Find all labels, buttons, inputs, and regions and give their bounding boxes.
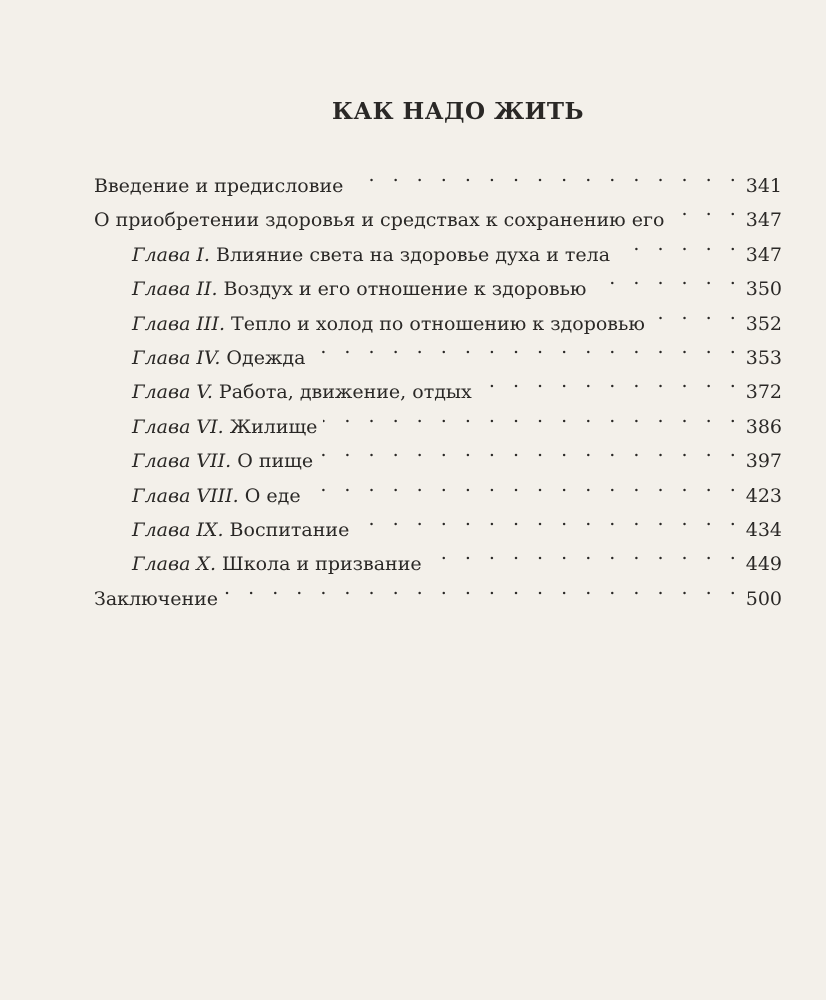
toc-page-number: 397 [745,450,782,473]
toc-page-number: 386 [745,415,782,438]
toc-entry-chapter-4 [94,330,782,369]
chapter-prefix: Глава VII. [132,450,232,473]
toc-entry-label: О приобретении здоровья и средствах к сохранению его [94,209,665,232]
toc-entry-label: Глава IV. Одежда [132,346,306,369]
dot-leader [311,330,741,364]
toc-entry-chapter-8 [94,468,782,507]
dot-leader [670,192,741,226]
toc-page-number: 353 [745,346,782,369]
toc-entry-chapter-2 [94,261,782,301]
toc-entry-label: Глава III. Тепло и холод по отношению к здоровью [132,312,645,335]
dot-leader [323,399,741,433]
toc-entry-chapter-10 [94,536,782,576]
chapter-prefix: Глава I. [132,243,210,266]
toc-entry-label: Глава VII. О пище [132,450,314,473]
toc-entry-label: Глава VI. Жилище [132,415,318,438]
chapter-prefix: Глава VIII. [132,484,239,507]
page-title: КАК НАДО ЖИТЬ [331,98,585,125]
toc-entry-introduction [94,158,782,197]
dot-leader [428,536,742,570]
chapter-prefix: Глава II. [132,278,218,301]
dot-leader [616,227,742,261]
toc-entry-label: Глава X. Школа и призвание [132,553,422,576]
dot-leader [478,364,742,398]
toc-entry-label: Глава I. Влияние света на здоровье духа и тела [132,243,611,266]
dot-leader [224,571,742,605]
toc-page-number: 434 [745,518,782,541]
chapter-prefix: Глава III. [132,312,225,335]
chapter-prefix: Глава V. [132,381,213,404]
dot-leader [355,502,741,536]
toc-page-number: 500 [745,587,782,610]
toc-page-number: 372 [745,381,782,404]
chapter-prefix: Глава VI. [132,415,224,438]
dot-leader [651,296,742,330]
dot-leader [592,261,741,295]
toc-entry-label: Заключение [94,587,219,610]
toc-entry-chapter-9 [94,502,782,541]
dot-leader [319,433,742,467]
chapter-prefix: Глава IX. [132,518,224,541]
toc-entry-label: Глава IX. Воспитание [132,518,350,541]
toc-entry-label: Введение и предисловие [94,175,344,197]
chapter-prefix: Глава X. [132,553,216,576]
toc-entry-chapter-5 [94,364,782,404]
toc-page-number: 423 [745,484,782,507]
toc-entry-chapter-3 [94,296,782,335]
toc-entry-chapter-1 [94,227,782,266]
toc-entry-label: Глава V. Работа, движение, отдых [132,381,472,404]
toc-entry-chapter-6 [94,399,782,438]
dot-leader [349,158,741,192]
toc-entry-conclusion [94,571,782,610]
toc-page-number: 341 [745,175,782,197]
toc-page-number: 449 [745,553,782,576]
toc-page-number: 352 [745,312,782,335]
toc-page-number: 347 [745,243,782,266]
toc-entry-label: Глава VIII. О еде [132,484,301,507]
toc-entry-label: Глава II. Воздух и его отношение к здоровью [132,278,587,301]
toc-page-number: 347 [745,209,782,232]
dot-leader [307,468,742,502]
toc-entry-chapter-7 [94,433,782,473]
table-of-contents [94,158,782,610]
toc-entry-health [94,192,782,232]
chapter-prefix: Глава IV. [132,346,221,369]
toc-page-number: 350 [745,278,782,301]
